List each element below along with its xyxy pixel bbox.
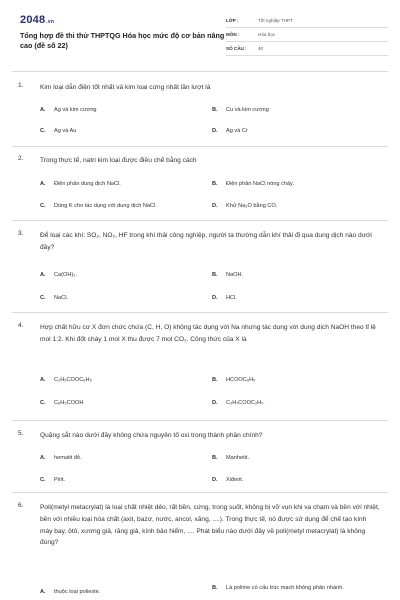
question-text: Kim loại dẫn điện tốt nhất và kim loại cứng nhất lần lượt là [40, 84, 211, 91]
option-c[interactable]: C. C₆H₅COOH [40, 400, 84, 406]
option-b[interactable]: B. Cu và kim cương [212, 107, 269, 113]
option-d[interactable]: D. Ag và Cr [212, 128, 248, 134]
option-b[interactable]: B. HCOOC₆H₅ [212, 377, 256, 383]
divider [12, 312, 388, 313]
option-b[interactable]: B. Là polime có cấu trúc mạch không phân nhánh. [212, 585, 344, 591]
meta-row-subject [226, 28, 388, 42]
question-number: 1. [18, 82, 24, 89]
divider [12, 492, 388, 493]
question-text: Hợp chất hữu cơ X đơn chức chứa (C, H, O) không tác dụng với Na nhưng tác dụng với dung dịch NaOH theo tỉ lệ mol 1:2. Khi đốt cháy 1 mol X thu được 7 mol CO₂. Công thức của X là [40, 324, 376, 343]
option-a[interactable]: A. C₂H₅COOC₆H₅ [40, 377, 92, 383]
option-c[interactable]: C. NaCl. [40, 295, 68, 301]
option-a[interactable]: A. thuộc loại polieste. [40, 589, 101, 595]
meta-label: SỐ CÂU : [226, 46, 247, 51]
document-title: Tổng hợp đề thi thử THPTQG Hóa học mức độ cơ bản nâng cao (đề số 22) [20, 31, 225, 50]
option-d[interactable]: D. Khử Na₂O bằng CO. [212, 203, 278, 209]
option-a[interactable]: A. Điện phân dung dịch NaCl. [40, 181, 121, 187]
option-c[interactable]: C. Dùng K cho tác dụng với dung dịch NaCl. [40, 203, 157, 209]
meta-label: LỚP : [226, 18, 239, 23]
site-logo[interactable]: 2048.vn [20, 14, 55, 26]
question-number: 6. [18, 502, 24, 509]
divider [12, 220, 388, 221]
option-c[interactable]: C. Pirit. [40, 477, 66, 483]
question-number: 4. [18, 322, 24, 329]
option-a[interactable]: A. Ca(OH)₂. [40, 272, 77, 278]
option-d[interactable]: D. Xiđerit. [212, 477, 244, 483]
option-a[interactable]: A. Ag và kim cương [40, 107, 97, 113]
meta-row-class [226, 14, 388, 28]
question-number: 3. [18, 230, 24, 237]
exam-meta-table [226, 14, 388, 56]
meta-value: Tốt nghiệp THPT [258, 18, 293, 23]
divider [12, 146, 388, 147]
question-number: 2. [18, 155, 24, 162]
option-d[interactable]: D. C₂H₇COOC₂H₇. [212, 400, 265, 406]
divider [12, 71, 388, 72]
option-d[interactable]: D. HCl. [212, 295, 237, 301]
question-text: Trong thực tế, natri kim loại được điều chế bằng cách [40, 157, 197, 164]
option-b[interactable]: B. Manhetit. [212, 455, 250, 461]
meta-row-count [226, 42, 388, 56]
meta-value: Hóa học [258, 32, 276, 37]
question-text: Quặng sắt nào dưới đây không chứa nguyên tố oxi trong thành phần chính? [40, 432, 263, 439]
meta-value: 40 [258, 46, 264, 51]
option-a[interactable]: A. hematit đỏ. [40, 455, 82, 461]
divider [12, 420, 388, 421]
option-c[interactable]: C. Ag và Au [40, 128, 77, 134]
question-number: 5. [18, 430, 24, 437]
question-text: Poli(metyl metacrylat) là loại chất nhiệt dẻo, rất bền, cứng, trong suốt, không bị vỡ vụn khi va chạm và bền với nhiệt, bền với nhiều loại hóa chất (axit, bazơ, nước, ancol, xăng, ....). Trong thực tế, nó được sử dụng để chế tạo kính máy bay, ôtô, xương giả, răng giả, kính bảo hiểm, .... Phát biểu nào dưới đây về poli(metyl metacrylat) là không đúng? [40, 504, 380, 547]
option-b[interactable]: B. NaOH. [212, 272, 244, 278]
option-b[interactable]: B. Điện phân NaCl nóng chảy. [212, 181, 294, 187]
meta-label: MÔN : [226, 32, 240, 37]
question-text: Để loại các khí: SO₂, NO₂, HF trong khí thải công nghiệp, người ta thường dẫn khí thải đi qua dung dịch nào dưới đây? [40, 232, 372, 251]
